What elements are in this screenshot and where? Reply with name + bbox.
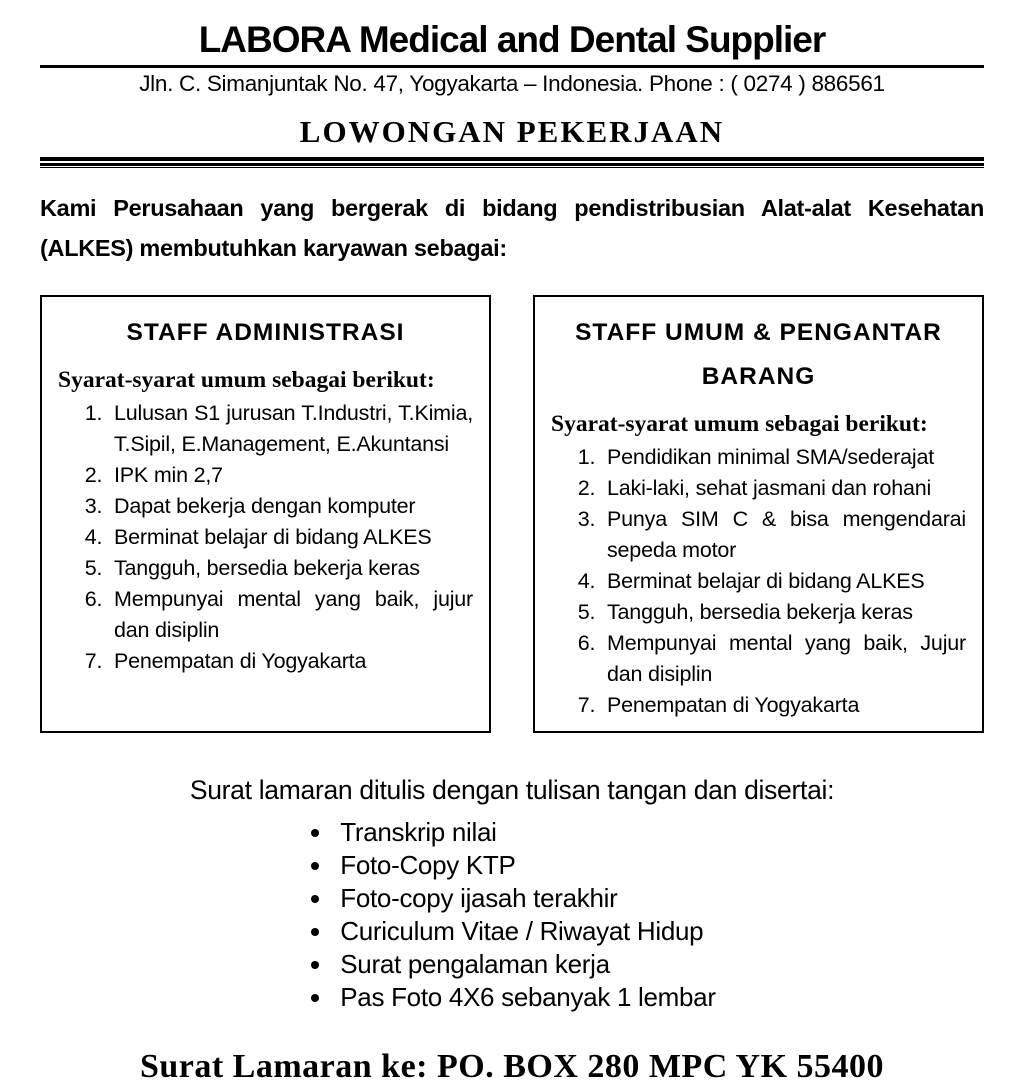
requirement-item: 6. Mempunyai mental yang baik, Jujur dan disiplin (601, 628, 966, 690)
requirement-item: 3. Dapat bekerja dengan komputer (108, 491, 473, 522)
position-boxes (40, 295, 984, 733)
title-divider (40, 157, 984, 168)
position-title: STAFF UMUM & PENGANTAR BARANG (575, 318, 942, 390)
requirement-item: 5. Tangguh, bersedia bekerja keras (601, 597, 966, 628)
document-item: • Curiculum Vitae / Riwayat Hidup (334, 915, 715, 948)
company-address: Jln. C. Simanjuntak No. 47, Yogyakarta – Indonesia. Phone : ( 0274 ) 886561 (139, 70, 885, 96)
mailing-address: Surat Lamaran ke: PO. BOX 280 MPC YK 55400 (139, 1047, 885, 1085)
requirement-item: 4. Berminat belajar di bidang ALKES (108, 522, 473, 553)
document-item: • Foto-Copy KTP (334, 849, 715, 882)
requirements-label: Syarat-syarat umum sebagai berikut: (58, 366, 435, 393)
position-box-administrasi (40, 295, 491, 733)
application-instruction: Surat lamaran ditulis dengan tulisan tangan dan disertai: (189, 774, 835, 805)
document-item: • Foto-copy ijasah terakhir (334, 882, 715, 915)
intro-line-1: Kami Perusahaan yang bergerak di bidang pendistribusian Alat-alat Kesehatan (40, 194, 984, 221)
requirement-item: 2. IPK min 2,7 (108, 460, 473, 491)
requirement-item: 6. Mempunyai mental yang baik, jujur dan disiplin (108, 584, 473, 646)
position-title: STAFF ADMINISTRASI (126, 318, 405, 346)
requirement-item: 3. Punya SIM C & bisa mengendarai sepeda motor (601, 504, 966, 566)
requirement-item: 7. Penempatan di Yogyakarta (108, 646, 473, 677)
document-item: • Transkrip nilai (334, 816, 715, 849)
letterhead (40, 20, 984, 97)
position-box-umum-pengantar (533, 295, 984, 733)
requirement-item: 7. Penempatan di Yogyakarta (601, 690, 966, 721)
requirements-list (551, 442, 966, 721)
intro-paragraph (40, 188, 984, 268)
requirement-item: 5. Tangguh, bersedia bekerja keras (108, 553, 473, 584)
company-name: LABORA Medical and Dental Supplier (198, 19, 826, 60)
page-title: LOWONGAN PEKERJAAN (299, 113, 725, 149)
documents-list (308, 816, 715, 1014)
requirements-list (58, 398, 473, 677)
application-section (40, 775, 984, 1014)
requirement-item: 1. Lulusan S1 jurusan T.Industri, T.Kimia, T.Sipil, E.Management, E.Akuntansi (108, 398, 473, 460)
document-item: • Pas Foto 4X6 sebanyak 1 lembar (334, 981, 715, 1014)
requirement-item: 1. Pendidikan minimal SMA/sederajat (601, 442, 966, 473)
intro-line-2: (ALKES) membutuhkan karyawan sebagai: (40, 234, 507, 261)
document-item: • Surat pengalaman kerja (334, 948, 715, 981)
letterhead-divider (40, 65, 984, 68)
requirement-item: 4. Berminat belajar di bidang ALKES (601, 566, 966, 597)
requirement-item: 2. Laki-laki, sehat jasmani dan rohani (601, 473, 966, 504)
requirements-label: Syarat-syarat umum sebagai berikut: (551, 410, 928, 437)
